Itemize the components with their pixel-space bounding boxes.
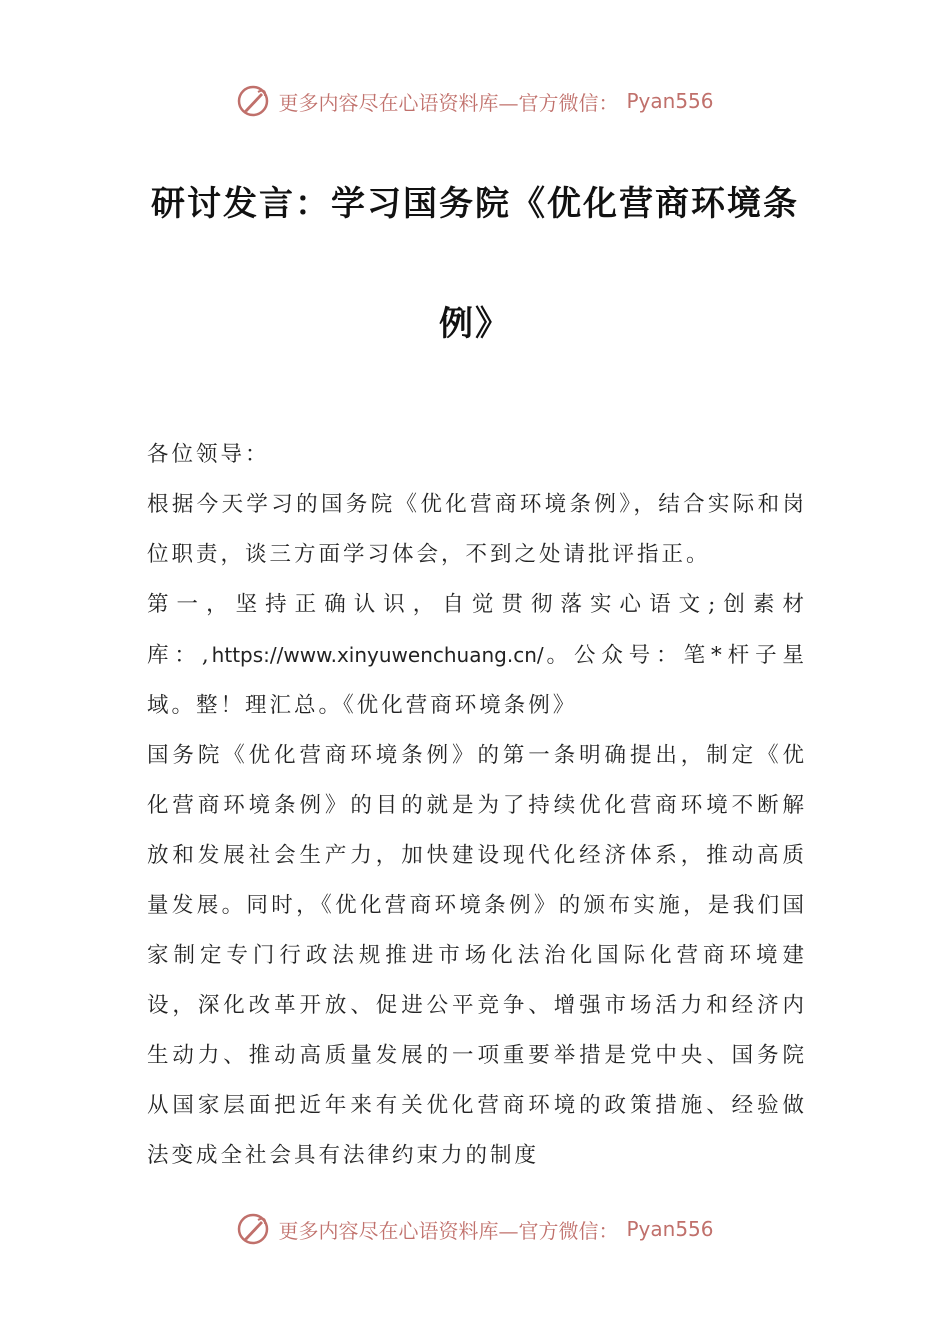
paragraph-body: 国务院《优化营商环境条例》的第一条明确提出，制定《优化营商环境条例》的目的就是为了持续优化营商环境不断解放和发展社会生产力，加快建设现代化经济体系，推动高质量发展。同时，《优化营商环境条例》的颁布实施，是我们国家制定专门行政法规推进市场化法治化国际化营商环境建设，深化改革开放、促进公平竞争、增强市场活力和经济内生动力、推动高质量发展的一项重要举措是党中央、国务院从国家层面把近年来有关优化营商环境的政策措施、经验做法变成全社会具有法律约束力的制度 [147,743,807,1168]
wechat-id: Pyan556 [626,89,714,113]
document-title-line-1: 研讨发言：学习国务院《优化营商环境条 [151,184,799,224]
website-url: https://www.xinyuwenchuang.cn/ [211,643,544,667]
banner-text: 更多内容尽在心语资料库—官方微信： [278,1218,619,1243]
paragraph-first-point-suffix: 。公众号：笔*杆子星域。整！理汇总。《优化营商环境条例》 [147,643,807,718]
paragraph-first-point [147,580,807,731]
greeting: 各位领导： [147,442,270,467]
quill-pen-logo-icon [236,1212,270,1246]
header-banner [0,84,950,118]
paragraph-first-point-prefix: 第一，坚持正确认识，自觉贯彻落实心语文;创素材库：, [147,592,807,668]
footer-banner [0,1212,950,1246]
paragraph-intro: 根据今天学习的国务院《优化营商环境条例》，结合实际和岗位职责，谈三方面学习体会，不到之处请批评指正。 [147,492,807,567]
banner-text: 更多内容尽在心语资料库—官方微信： [278,90,619,115]
wechat-id: Pyan556 [626,1217,714,1241]
document-title-line-2: 例》 [439,304,511,344]
document-body [147,430,807,1181]
quill-pen-logo-icon [236,84,270,118]
